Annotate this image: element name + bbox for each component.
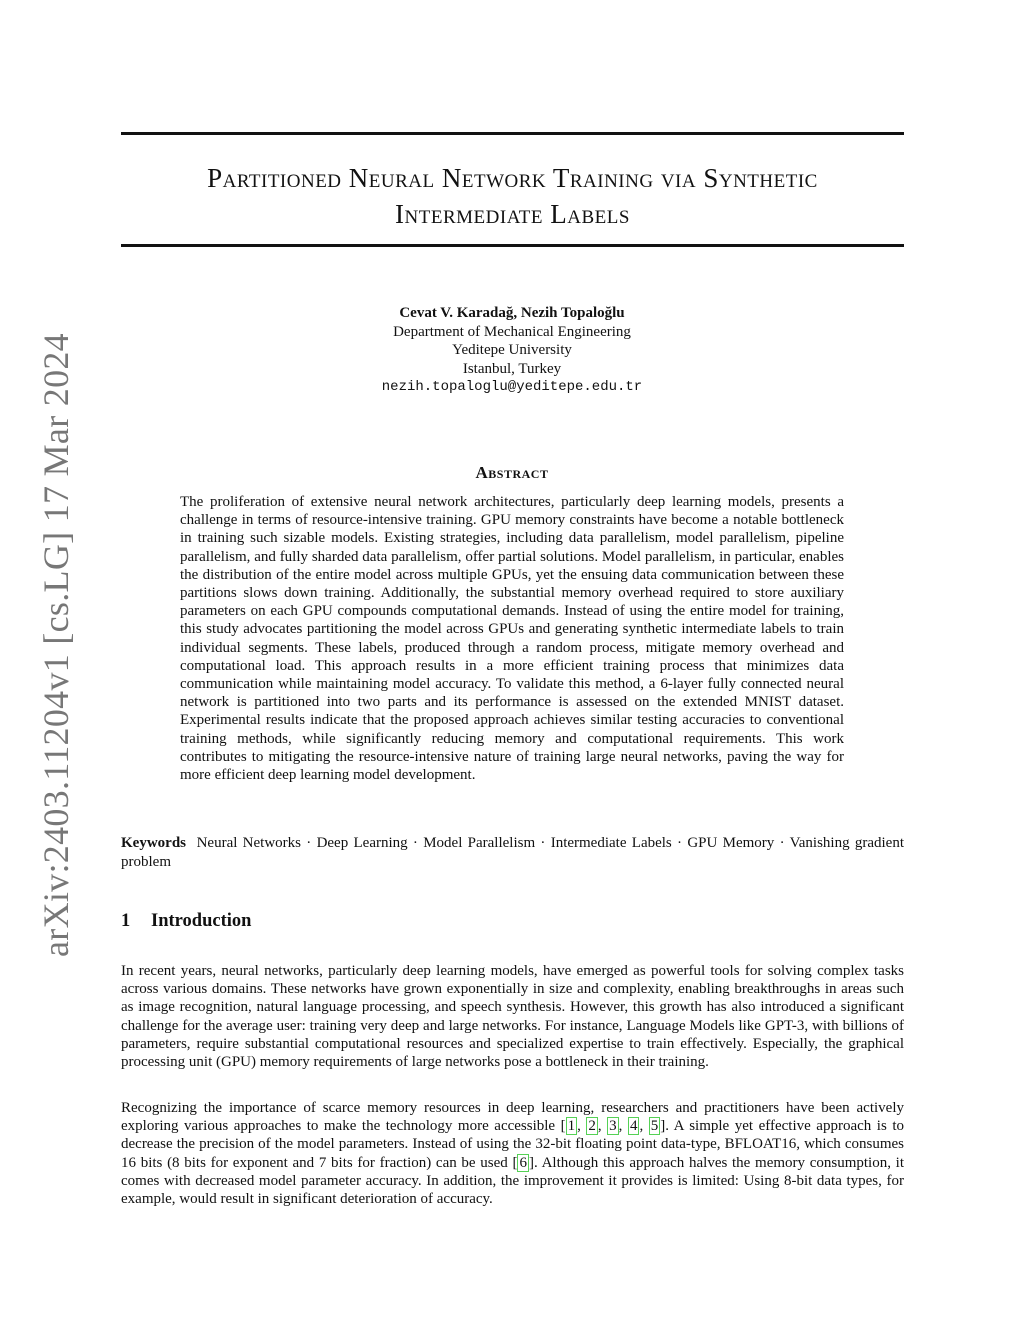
title-bottom-rule bbox=[121, 244, 904, 247]
citation-link[interactable]: 1 bbox=[567, 1118, 576, 1135]
author-department: Department of Mechanical Engineering bbox=[393, 323, 631, 340]
title-line-1: Partitioned Neural Network Training via Synthetic bbox=[207, 163, 818, 193]
citation-link[interactable]: 5 bbox=[650, 1118, 659, 1135]
keywords-text: Neural Networks · Deep Learning · Model Parallelism · Intermediate Labels · GPU Memory · Vanishing gradient problem bbox=[121, 835, 905, 870]
intro-paragraph-2-part-c: ]. Although this approach halves the memory consumption, it comes with decreased model parameter accuracy. In addition, the improvement it provides is limited: Using 8-bit data types, for example, would result in significant deterioration of accuracy. bbox=[121, 1154, 904, 1208]
keywords-label: Keywords bbox=[121, 835, 186, 851]
abstract-text: The proliferation of extensive neural network architectures, particularly deep learning models, presents a challenge in terms of resource-intensive training. GPU memory constraints have become a notable bottleneck in training such sizable models. Existing strategies, including data parallelism, model parallelism, pipeline parallelism, and fully sharded data parallelism, offer partial solutions. Model parallelism, in particular, enables the distribution of the entire model across multiple GPUs, yet the ensuing data communication between these partitions slows down training. Additionally, the substantial memory overhead required to store auxiliary parameters on each GPU compounds computational demands. Instead of using the entire model for training, this study advocates partitioning the model across GPUs and generating synthetic intermediate labels to train individual segments. These labels, produced through a random process, mitigate memory overhead and computational load. This approach results in a more efficient training process that minimizes data communication while maintaining model accuracy. To validate this method, a 6-layer fully connected neural network is partitioned into two parts and its performance is assessed on the extended MNIST dataset. Experimental results indicate that the proposed approach achieves similar testing accuracies to conventional training methods, while significantly reducing memory and computational requirements. This work contributes to mitigating the resource-intensive nature of training large neural networks, paving the way for more efficient deep learning model development. bbox=[180, 494, 844, 784]
section-number: 1 bbox=[121, 911, 131, 931]
author-names: Cevat V. Karadağ, Nezih Topaloğlu bbox=[399, 305, 625, 321]
intro-paragraph-2-part-b: ]. A simple yet effective approach is to decrease the precision of the model parameters. Instead of using the 32-bit floating point data-type, BFLOAT16, which consumes 16 bits (8 bits for exponent and 7 bits for fraction) can be used [ bbox=[121, 1118, 905, 1171]
citation-link[interactable]: 3 bbox=[609, 1118, 617, 1135]
section-heading-introduction bbox=[121, 911, 251, 932]
author-email[interactable]: nezih.topaloglu@yeditepe.edu.tr bbox=[381, 379, 643, 395]
keywords-block bbox=[121, 834, 904, 871]
author-block bbox=[0, 304, 1024, 397]
intro-paragraph-2: Recognizing the importance of scarce memory resources in deep learning, researchers and practitioners have been actively exploring various approaches to make the technology more accessible [ 1 , 2 , 3 , 4 , 5 ]. A simple yet effective approach is to decrease the precision of the model parameters. Instead of using the 32-bit floating point data-type, BFLOAT16, which consumes 16 bits (8 bits for exponent and 7 bits for fraction) can be used [ 6 ]. Although this approach halves the memory consumption, it comes with decreased model parameter accuracy. In addition, the improvement it provides is limited: Using 8-bit data types, for example, would result in significant deterioration of accuracy. bbox=[121, 1100, 905, 1208]
title-top-rule bbox=[121, 132, 904, 135]
intro-paragraph-2-part-a: Recognizing the importance of scarce memory resources in deep learning, researchers and practitioners have been actively exploring various approaches to make the technology more accessible [ bbox=[121, 1100, 904, 1135]
arxiv-id-text: arXiv:2403.11204v1 [cs.LG] 17 Mar 2024 bbox=[36, 333, 76, 957]
author-location: Istanbul, Turkey bbox=[462, 360, 562, 377]
intro-paragraph-1: In recent years, neural networks, particularly deep learning models, have emerged as powerful tools for solving complex tasks across various domains. These networks have grown exponentially in size and complexity, enabling breakthroughs in areas such as image recognition, natural language processing, and speech synthesis. However, this growth has also introduced a significant challenge for the average user: training very deep and large networks. For instance, Language Models like GPT-3, with billions of parameters, require substantial computational resources and specialized expertise to train effectively. Especially, the graphical processing unit (GPU) memory requirements of large networks pose a bottleneck in their training. bbox=[121, 963, 904, 1071]
citation-link[interactable]: 2 bbox=[588, 1118, 596, 1135]
citation-link[interactable]: 6 bbox=[519, 1154, 527, 1171]
author-university: Yeditepe University bbox=[452, 342, 572, 358]
paper-title bbox=[121, 160, 904, 232]
title-line-2: Intermediate Labels bbox=[395, 199, 630, 229]
citation-link[interactable]: 4 bbox=[629, 1118, 638, 1135]
section-title: Introduction bbox=[151, 911, 252, 931]
abstract-heading: Abstract bbox=[475, 463, 549, 482]
